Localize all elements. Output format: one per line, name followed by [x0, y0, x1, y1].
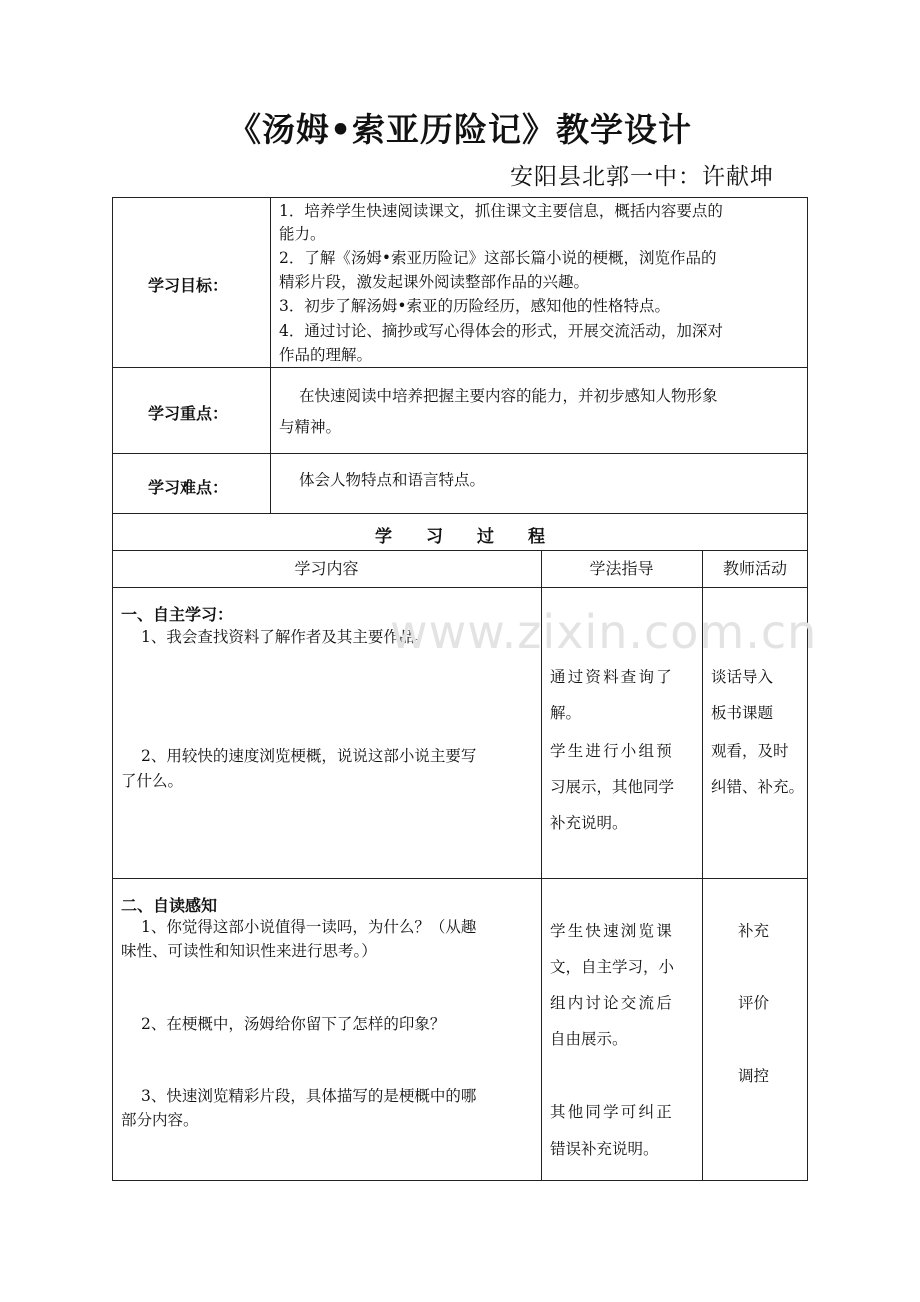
col-divider	[702, 550, 703, 1180]
key-points-label: 学习重点：	[148, 404, 229, 423]
method-line: 文，自主学习，小	[550, 958, 675, 976]
teacher-line: 谈话导入	[711, 668, 774, 686]
section2-heading: 二、自读感知	[121, 896, 218, 915]
row-divider	[112, 513, 808, 514]
column-header-method: 学法指导	[589, 559, 654, 578]
section1-question: 了什么。	[121, 772, 184, 790]
author-line: 安阳县北郭一中：许献坤	[510, 164, 774, 190]
method-line: 补充说明。	[550, 814, 628, 832]
process-heading: 学 习 过 程	[375, 527, 545, 547]
row-divider	[112, 878, 808, 879]
column-header-teacher: 教师活动	[722, 559, 787, 578]
teacher-line: 调控	[738, 1067, 770, 1085]
teacher-line: 板书课题	[711, 704, 774, 722]
section2-question: 2、在梗概中，汤姆给你留下了怎样的印象？	[141, 1015, 446, 1033]
method-line: 学生快速浏览课	[550, 922, 674, 940]
objective-line: 2．了解《汤姆•索亚历险记》这部长篇小说的梗概，浏览作品的	[279, 249, 717, 267]
objective-line: 作品的理解。	[279, 346, 373, 364]
teacher-line: 观看，及时	[711, 742, 789, 760]
method-line: 自由展示。	[550, 1030, 628, 1048]
teacher-line: 纠错、补充。	[711, 778, 805, 796]
method-line: 解。	[550, 704, 582, 722]
difficulties-text: 体会人物特点和语言特点。	[299, 471, 486, 489]
row-divider	[112, 453, 808, 454]
teacher-line: 评价	[738, 994, 770, 1012]
method-line: 通过资料查询了	[550, 668, 674, 686]
objectives-label: 学习目标：	[148, 276, 229, 295]
section2-question: 3、快速浏览精彩片段，具体描写的是梗概中的哪	[141, 1087, 477, 1105]
section1-question: 1、我会查找资料了解作者及其主要作品。	[141, 628, 430, 646]
col-divider	[270, 197, 271, 513]
column-header-content: 学习内容	[294, 559, 359, 578]
col-divider	[541, 550, 542, 1180]
objective-line: 4．通过讨论、摘抄或写心得体会的形式，开展交流活动，加深对	[279, 322, 723, 340]
objective-line: 能力。	[279, 225, 326, 243]
document-title: 《汤姆•索亚历险记》教学设计	[227, 110, 693, 149]
teacher-line: 补充	[738, 922, 770, 940]
key-points-line: 与精神。	[279, 418, 342, 436]
key-points-line: 在快速阅读中培养把握主要内容的能力，并初步感知人物形象	[299, 387, 718, 405]
section2-question: 味性、可读性和知识性来进行思考。）	[121, 942, 377, 960]
method-line: 其他同学可纠正	[550, 1103, 674, 1121]
row-divider	[112, 367, 808, 368]
row-divider	[112, 550, 808, 551]
difficulties-label: 学习难点：	[148, 478, 229, 497]
section2-question: 1、你觉得这部小说值得一读吗，为什么？（从趣	[141, 918, 477, 936]
method-line: 习展示，其他同学	[550, 778, 675, 796]
objective-line: 1．培养学生快速阅读课文，抓住课文主要信息，概括内容要点的	[279, 202, 723, 220]
method-line: 学生进行小组预	[550, 742, 674, 760]
method-line: 组内讨论交流后	[550, 994, 674, 1012]
section1-heading: 一、自主学习：	[121, 605, 234, 624]
method-line: 错误补充说明。	[550, 1140, 659, 1158]
objective-line: 精彩片段，激发起课外阅读整部作品的兴趣。	[279, 273, 590, 291]
section2-question: 部分内容。	[121, 1111, 199, 1129]
row-divider	[112, 587, 808, 588]
objective-line: 3．初步了解汤姆•索亚的历险经历，感知他的性格特点。	[279, 297, 671, 315]
section1-question: 2、用较快的速度浏览梗概，说说这部小说主要写	[141, 747, 477, 765]
watermark: www.zixin.com.cn	[390, 605, 818, 659]
